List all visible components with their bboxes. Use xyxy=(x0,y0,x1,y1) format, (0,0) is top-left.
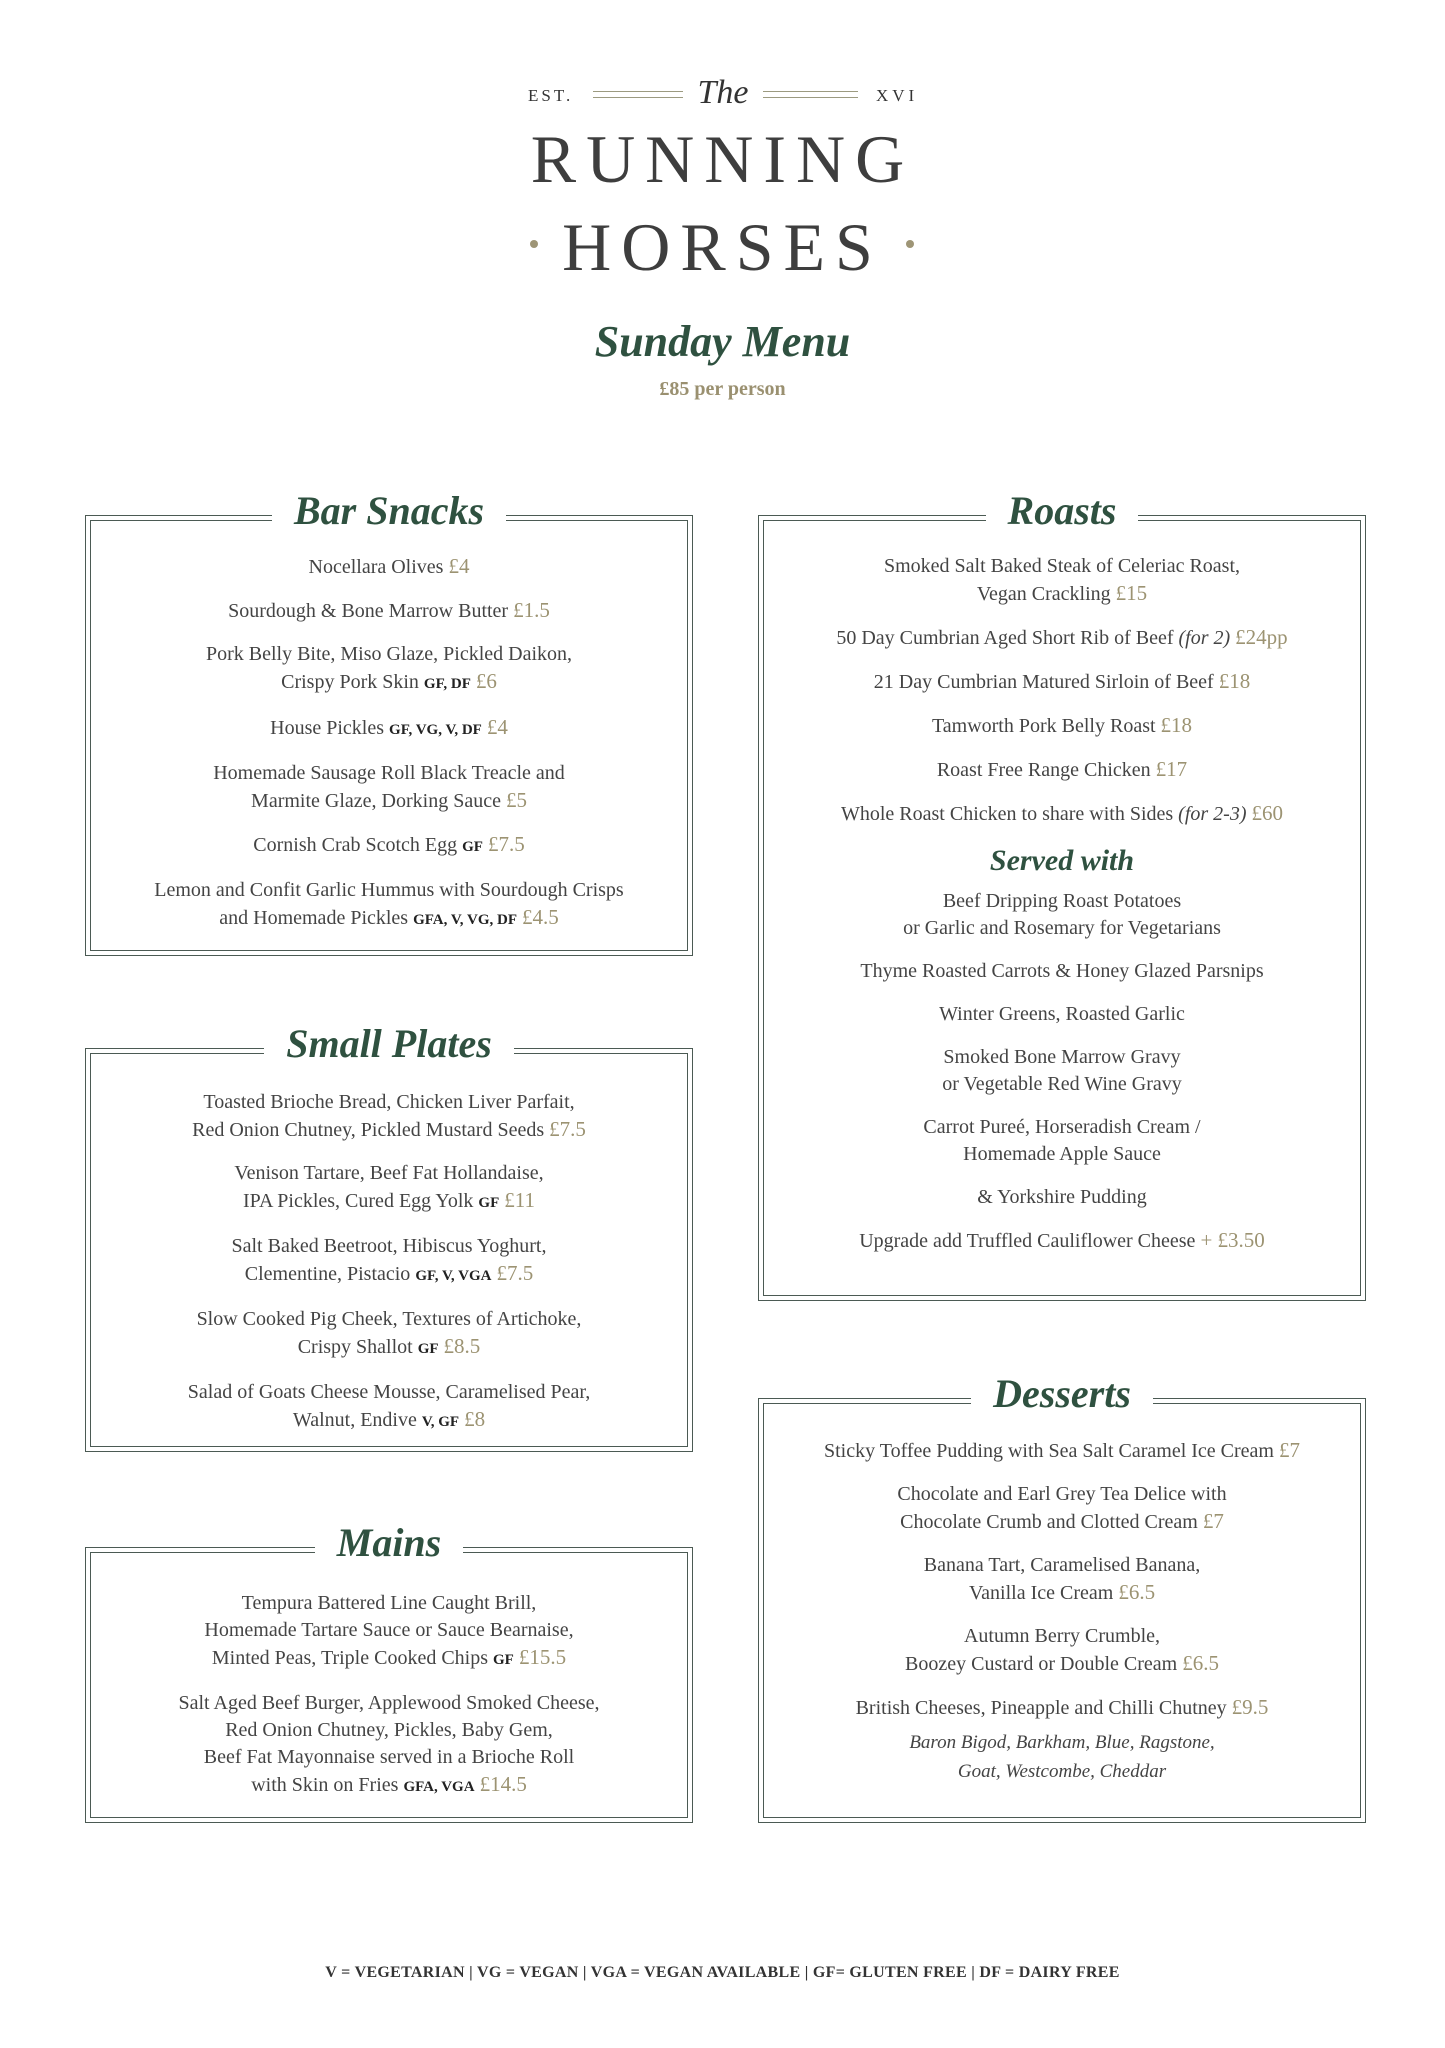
ornament-line xyxy=(763,97,858,98)
menu-item: Tempura Battered Line Caught Brill, Homemade Tartare Sauce or Sauce Bearnaise, Minted Peas, Triple Cooked Chips GF £15.5 xyxy=(204,1592,574,1669)
menu-item: Tamworth Pork Belly Roast £18 xyxy=(931,713,1193,737)
xvi-label: XVI xyxy=(876,86,919,105)
ornament-line xyxy=(593,97,683,98)
menu-item: House Pickles GF, VG, V, DF £4 xyxy=(270,715,508,739)
side-item: Beef Dripping Roast Potatoes or Garlic and Rosemary for Vegetarians xyxy=(903,890,1221,939)
menu-item: Autumn Berry Crumble, Boozey Custard or Double Cream £6.5 xyxy=(905,1625,1219,1675)
dietary-legend: V = VEGETARIAN | VG = VEGAN | VGA = VEGAN AVAILABLE | GF= GLUTEN FREE | DF = DAIRY FREE xyxy=(325,1964,1120,1981)
menu-item: Banana Tart, Caramelised Banana, Vanilla Ice Cream £6.5 xyxy=(923,1554,1201,1604)
side-item: Thyme Roasted Carrots & Honey Glazed Parsnips xyxy=(860,960,1264,982)
menu-item: Whole Roast Chicken to share with Sides (for 2-3) £60 xyxy=(841,801,1283,825)
menu-item: Smoked Salt Baked Steak of Celeriac Roast, Vegan Crackling £15 xyxy=(883,555,1241,605)
logo-running: RUNNING xyxy=(530,121,915,197)
side-item: Winter Greens, Roasted Garlic xyxy=(939,1003,1185,1025)
menu-item: 50 Day Cumbrian Aged Short Rib of Beef (for 2) £24pp xyxy=(836,625,1288,649)
est-label: EST. xyxy=(528,86,574,105)
menu-item: Salad of Goats Cheese Mousse, Caramelised Pear, Walnut, Endive V, GF £8 xyxy=(187,1381,591,1431)
bar-snacks-section xyxy=(85,488,693,956)
cheese-list: Baron Bigod, Barkham, Blue, Ragstone, Goat, Westcombe, Cheddar xyxy=(909,1732,1215,1782)
menu-item: Homemade Sausage Roll Black Treacle and Marmite Glaze, Dorking Sauce £5 xyxy=(213,762,565,812)
mains-title: Mains xyxy=(315,1520,464,1565)
menu-item: Lemon and Confit Garlic Hummus with Sourdough Crisps and Homemade Pickles GFA, V, VG, DF £4.5 xyxy=(154,879,624,929)
ornament-line xyxy=(763,91,858,92)
menu-item: Slow Cooked Pig Cheek, Textures of Artichoke, Crispy Shallot GF £8.5 xyxy=(196,1308,582,1358)
side-item: Carrot Pureé, Horseradish Cream / Homemade Apple Sauce xyxy=(923,1116,1201,1165)
menu-item: British Cheeses, Pineapple and Chilli Chutney £9.5 xyxy=(855,1695,1269,1719)
side-item: Smoked Bone Marrow Gravy or Vegetable Red Wine Gravy xyxy=(942,1046,1182,1095)
ornament-line xyxy=(593,91,683,92)
menu-item: Sticky Toffee Pudding with Sea Salt Caramel Ice Cream £7 xyxy=(824,1438,1300,1462)
side-item: & Yorkshire Pudding xyxy=(977,1186,1147,1208)
menu-item: Cornish Crab Scotch Egg GF £7.5 xyxy=(253,832,525,856)
menu-item: 21 Day Cumbrian Matured Sirloin of Beef £18 xyxy=(873,669,1251,693)
desserts-section xyxy=(758,1371,1366,1823)
menu-price: £85 per person xyxy=(659,378,786,400)
roasts-section xyxy=(758,488,1366,1301)
logo-horses: HORSES xyxy=(562,209,883,285)
upgrade-item: Upgrade add Truffled Cauliflower Cheese + £3.50 xyxy=(859,1228,1265,1252)
menu-title: Sunday Menu xyxy=(594,317,851,366)
logo-the: The xyxy=(697,74,749,111)
menu-item: Roast Free Range Chicken £17 xyxy=(936,757,1188,781)
roasts-title: Roasts xyxy=(986,488,1139,533)
menu-item: Sourdough & Bone Marrow Butter £1.5 xyxy=(228,598,550,622)
desserts-title: Desserts xyxy=(971,1371,1153,1416)
menu-item: Nocellara Olives £4 xyxy=(308,554,470,578)
served-with-title: Served with xyxy=(989,844,1135,877)
logo-dot xyxy=(906,240,914,248)
mains-section xyxy=(85,1520,693,1823)
menu-item: Chocolate and Earl Grey Tea Delice with Chocolate Crumb and Clotted Cream £7 xyxy=(897,1483,1227,1533)
menu-item: Venison Tartare, Beef Fat Hollandaise, IPA Pickles, Cured Egg Yolk GF £11 xyxy=(234,1162,544,1212)
menu-item: Salt Aged Beef Burger, Applewood Smoked Cheese, Red Onion Chutney, Pickles, Baby Gem, Beef Fat Mayonnaise served in a Brioche Roll with Skin on Fries GFA, VGA £14.5 xyxy=(178,1692,600,1796)
bar-snacks-title: Bar Snacks xyxy=(272,488,506,533)
small-plates-title: Small Plates xyxy=(264,1021,514,1066)
menu-item: Pork Belly Bite, Miso Glaze, Pickled Daikon, Crispy Pork Skin GF, DF £6 xyxy=(205,643,573,693)
menu-item: Salt Baked Beetroot, Hibiscus Yoghurt, Clementine, Pistacio GF, V, VGA £7.5 xyxy=(231,1235,547,1285)
menu-item: Toasted Brioche Bread, Chicken Liver Parfait, Red Onion Chutney, Pickled Mustard Seeds £7.5 xyxy=(192,1091,586,1141)
small-plates-section xyxy=(85,1021,693,1452)
